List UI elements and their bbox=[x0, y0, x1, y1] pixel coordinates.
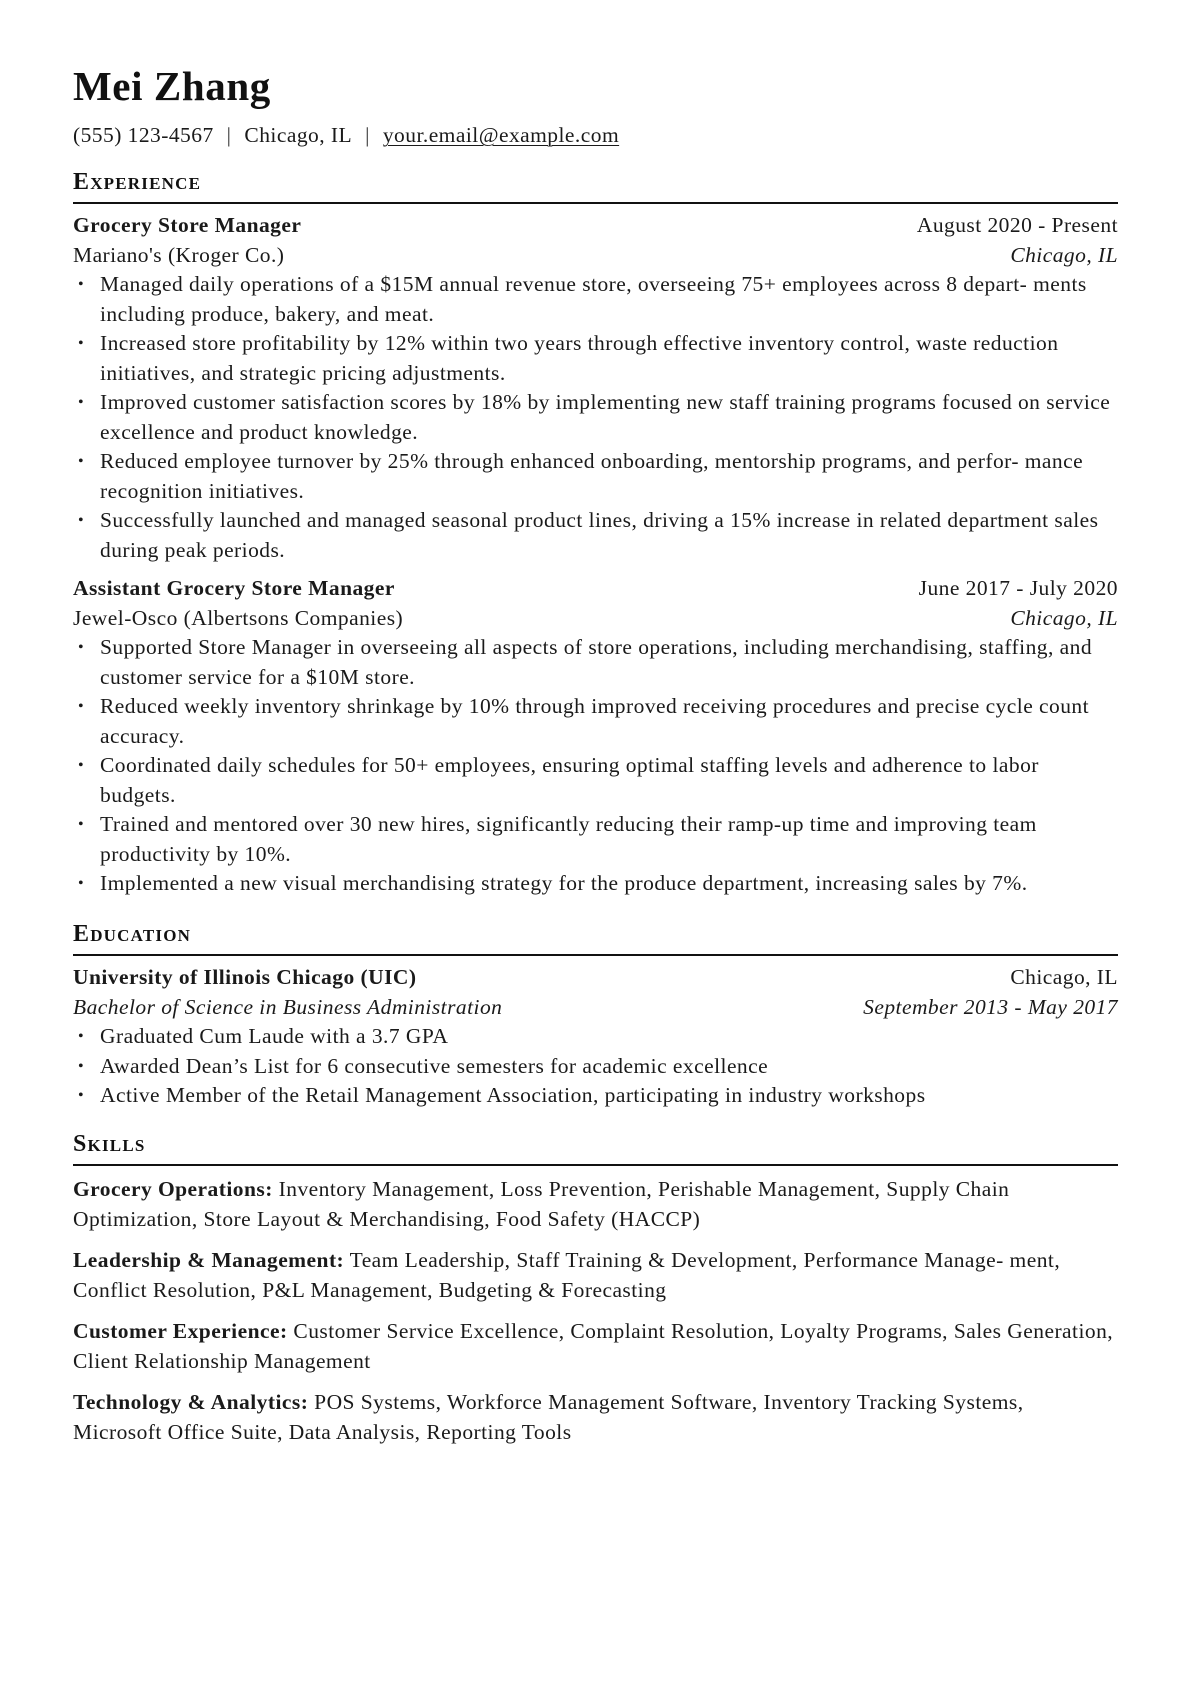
education-bullets bbox=[73, 1022, 1118, 1111]
bullet-item: • Reduced weekly inventory shrinkage by 10% through improved receiving procedures and precise cycle count accuracy. bbox=[73, 692, 1118, 751]
school-location: Chicago, IL bbox=[1010, 965, 1118, 989]
skill-group bbox=[73, 1175, 1118, 1234]
separator: | bbox=[365, 123, 370, 147]
job-dates: August 2020 - Present bbox=[916, 213, 1118, 237]
bullet-item: • Awarded Dean’s List for 6 consecutive semesters for academic excellence bbox=[73, 1052, 1118, 1082]
bullet-item: • Increased store profitability by 12% within two years through effective inventory control, waste reduction initiatives, and strategic pricing adjustments. bbox=[73, 329, 1118, 388]
bullet-item: • Implemented a new visual merchandising strategy for the produce department, increasing sales by 7%. bbox=[73, 869, 1118, 899]
section-divider bbox=[73, 1164, 1118, 1166]
section-title-skills: Skills bbox=[73, 1131, 146, 1157]
skill-items: Inventory Management, Loss Prevention, Perishable Management, Supply Chain Optimization, Store Layout & Merchandising, Food Safety (HACCP) bbox=[73, 1177, 1010, 1231]
email-link[interactable]: your.email@example.com bbox=[382, 123, 620, 147]
job-location: Chicago, IL bbox=[1010, 605, 1118, 630]
bullet-item: • Trained and mentored over 30 new hires, significantly reducing their ramp-up time and improving team productivity by 10%. bbox=[73, 810, 1118, 869]
job-location: Chicago, IL bbox=[1010, 242, 1118, 267]
skill-category: Grocery Operations: bbox=[73, 1177, 273, 1201]
section-title-experience: Experience bbox=[73, 169, 202, 195]
school-name: University of Illinois Chicago (UIC) bbox=[73, 965, 417, 989]
bullet-item: • Successfully launched and managed seasonal product lines, driving a 15% increase in related department sales during peak periods. bbox=[73, 506, 1118, 565]
separator: | bbox=[226, 123, 232, 147]
contact-line bbox=[73, 121, 619, 149]
job-role: Grocery Store Manager bbox=[73, 213, 302, 237]
bullet-item: • Reduced employee turnover by 25% through enhanced onboarding, mentorship programs, and perfor- mance recognition initiatives. bbox=[73, 447, 1118, 506]
skills-list bbox=[73, 1175, 1118, 1447]
skill-group bbox=[73, 1317, 1118, 1376]
job-entry bbox=[73, 211, 1118, 565]
skill-items: POS Systems, Workforce Management Software, Inventory Tracking Systems, Microsoft Office Suite, Data Analysis, Reporting Tools bbox=[73, 1390, 1024, 1444]
skill-category: Leadership & Management: bbox=[73, 1248, 345, 1272]
skill-category: Customer Experience: bbox=[73, 1319, 288, 1343]
skill-group bbox=[73, 1246, 1118, 1305]
education-dates: September 2013 - May 2017 bbox=[863, 994, 1118, 1019]
bullet-item: • Improved customer satisfaction scores by 18% by implementing new staff training programs focused on service excellence and product knowledge. bbox=[73, 388, 1118, 447]
section-divider bbox=[73, 954, 1118, 956]
job-company: Jewel-Osco (Albertsons Companies) bbox=[73, 605, 404, 630]
job-entry bbox=[73, 574, 1118, 899]
job-bullets bbox=[73, 270, 1118, 565]
phone-number: (555) 123-4567 bbox=[73, 123, 214, 147]
skill-items: Customer Service Excellence, Complaint Resolution, Loyalty Programs, Sales Generation, Client Relationship Management bbox=[73, 1319, 1114, 1373]
degree: Bachelor of Science in Business Administration bbox=[73, 994, 503, 1019]
skills-section bbox=[73, 1130, 1118, 1447]
skill-group bbox=[73, 1388, 1118, 1447]
skill-category: Technology & Analytics: bbox=[73, 1390, 309, 1414]
job-role: Assistant Grocery Store Manager bbox=[73, 576, 395, 600]
section-title-education: Education bbox=[73, 921, 192, 947]
experience-section bbox=[73, 168, 1118, 899]
bullet-item: • Coordinated daily schedules for 50+ employees, ensuring optimal staffing levels and adherence to labor budgets. bbox=[73, 751, 1118, 810]
bullet-item: • Managed daily operations of a $15M annual revenue store, overseeing 75+ employees across 8 depart- ments including produce, bakery, and meat. bbox=[73, 270, 1118, 329]
education-entry bbox=[73, 963, 1118, 1111]
education-section bbox=[73, 920, 1118, 1111]
bullet-item: • Supported Store Manager in overseeing all aspects of store operations, including merchandising, staffing, and customer service for a $10M store. bbox=[73, 633, 1118, 692]
skill-items: Team Leadership, Staff Training & Development, Performance Manage- ment, Conflict Resolution, P&L Management, Budgeting & Forecasting bbox=[73, 1248, 1061, 1302]
job-bullets bbox=[73, 633, 1118, 899]
job-dates: June 2017 - July 2020 bbox=[918, 576, 1118, 600]
candidate-name: Mei Zhang bbox=[73, 63, 271, 109]
job-company: Mariano's (Kroger Co.) bbox=[73, 242, 285, 267]
bullet-item: • Graduated Cum Laude with a 3.7 GPA bbox=[73, 1022, 1118, 1052]
section-divider bbox=[73, 202, 1118, 204]
location: Chicago, IL bbox=[244, 123, 353, 147]
bullet-item: • Active Member of the Retail Management Association, participating in industry workshops bbox=[73, 1081, 1118, 1111]
